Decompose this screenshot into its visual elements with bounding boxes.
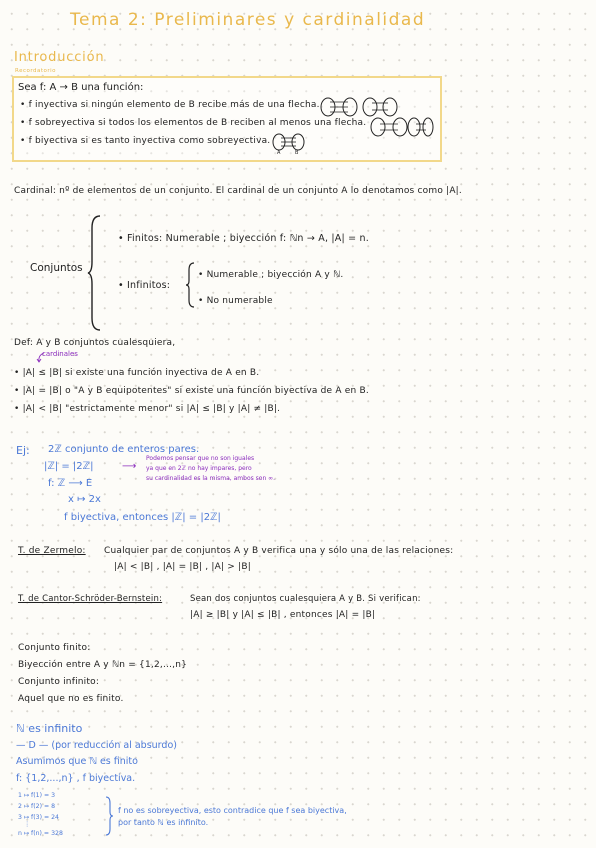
n-infinito-map-1: 1 ↦ f(1) = 3 [18, 792, 56, 799]
ej-note-2: ya que en 2ℤ no hay impares, pero [146, 465, 252, 472]
no-numerable-item: • No numerable [198, 296, 273, 306]
intro-heading: Introducción [14, 50, 105, 65]
n-infinito-dots: ⋮ [24, 821, 31, 828]
numerable-item: • Numerable ; biyección A y ℕ. [198, 270, 344, 280]
zermelo-relations: |A| < |B| , |A| = |B| , |A| > |B| [114, 562, 251, 572]
n-infinito-proof-type: — D — (por reducción al absurdo) [16, 740, 177, 751]
zermelo-label: T. de Zermelo: [18, 546, 86, 556]
finitos-line: • Finitos: Numerable ; biyección f: ℕn → A, |A| = n. [118, 233, 369, 244]
surjective-diagram [368, 116, 434, 138]
csb-label: T. de Cantor-Schröder-Bernstein: [18, 594, 163, 604]
bijective-label-A: A [277, 150, 281, 156]
n-infinito-note-1: f no es sobreyectiva, esto contradice que f sea biyectiva, [118, 806, 347, 815]
n-infinito-note-2: por tanto ℕ es infinito. [118, 818, 209, 827]
infinitos-brace [186, 262, 196, 308]
bijective-diagram [270, 133, 310, 153]
def-item-le: • |A| ≤ |B| si existe una función inyectiva de A en B. [14, 368, 260, 378]
ej-note-3: su cardinalidad es la misma, ambos son ∞. [146, 475, 276, 482]
def-item-eq: • |A| = |B| o "A y B equipotentes" si existe una función biyectiva de A en B. [14, 386, 369, 396]
ej-line2: |ℤ| = |2ℤ| [44, 461, 94, 472]
cardinal-definition: Cardinal: nº de elementos de un conjunto. El cardinal de un conjunto A lo denotamos como |A|. [14, 186, 462, 196]
def-line: Def: A y B conjuntos cualesquiera, [14, 338, 176, 348]
n-infinito-brace [104, 796, 114, 836]
infinito-def: Aquel que no es finito. [18, 694, 124, 704]
csb-formula: |A| ≥ |B| y |A| ≤ |B| , entonces |A| = |B| [190, 610, 376, 620]
infinitos-label: • Infinitos: [118, 280, 171, 291]
ej-conclusion: f biyectiva, entonces |ℤ| = |2ℤ| [64, 512, 221, 523]
n-infinito-map-3: 3 ↦ f(3) = 24 [18, 814, 59, 821]
finito-bijection: Biyección entre A y ℕn = {1,2,...,n} [18, 660, 188, 670]
ej-arrow: ⟶ [122, 461, 137, 472]
injective-diagram [318, 96, 398, 118]
n-infinito-map-n: n ↦ f(n) = 328 [18, 830, 63, 837]
ej-line1: 2ℤ conjunto de enteros pares. [48, 444, 200, 455]
ej-function: f: ℤ ⟶ E [48, 478, 93, 489]
ej-note-1: Podemos pensar que no son iguales [146, 455, 255, 462]
n-infinito-assume: Asumimos que ℕ es finito [16, 756, 138, 767]
recap-line: Sea f: A → B una función: [18, 82, 144, 93]
def-item-lt: • |A| < |B| "estrictamente menor" si |A| ≤ |B| y |A| ≠ |B|. [14, 404, 281, 414]
n-infinito-function: f: {1,2,...,n} , f biyectiva. [16, 773, 136, 784]
conjuntos-brace [88, 214, 104, 332]
page-title: Tema 2: Preliminares y cardinalidad [70, 10, 426, 30]
recap-bullet-bijective: • f biyectiva si es tanto inyectiva como sobreyectiva. [20, 136, 271, 146]
n-infinito-map-2: 2 ↦ f(2) = 8 [18, 803, 56, 810]
zermelo-text: Cualquier par de conjuntos A y B verifica una y sólo una de las relaciones: [104, 546, 454, 556]
ej-mapping: x ↦ 2x [68, 494, 101, 505]
intro-subheading: Recordatorio [15, 68, 57, 74]
recap-bullet-injective: • f inyectiva si ningún elemento de B recibe más de una flecha. [20, 100, 320, 110]
conjuntos-label: Conjuntos [30, 262, 83, 274]
ej-label: Ej: [16, 444, 30, 457]
finito-heading: Conjunto finito: [18, 643, 91, 653]
bijective-label-B: B [295, 150, 299, 156]
annotation-arrow [36, 352, 46, 364]
infinito-heading: Conjunto infinito: [18, 677, 100, 687]
csb-text: Sean dos conjuntos cualesquiera A y B. Si verifican: [190, 594, 421, 604]
n-infinito-heading: ℕ es infinito [16, 722, 83, 735]
recap-bullet-surjective: • f sobreyectiva si todos los elementos de B reciben al menos una flecha. [20, 118, 367, 128]
cardinales-annotation: cardinales [42, 350, 78, 358]
